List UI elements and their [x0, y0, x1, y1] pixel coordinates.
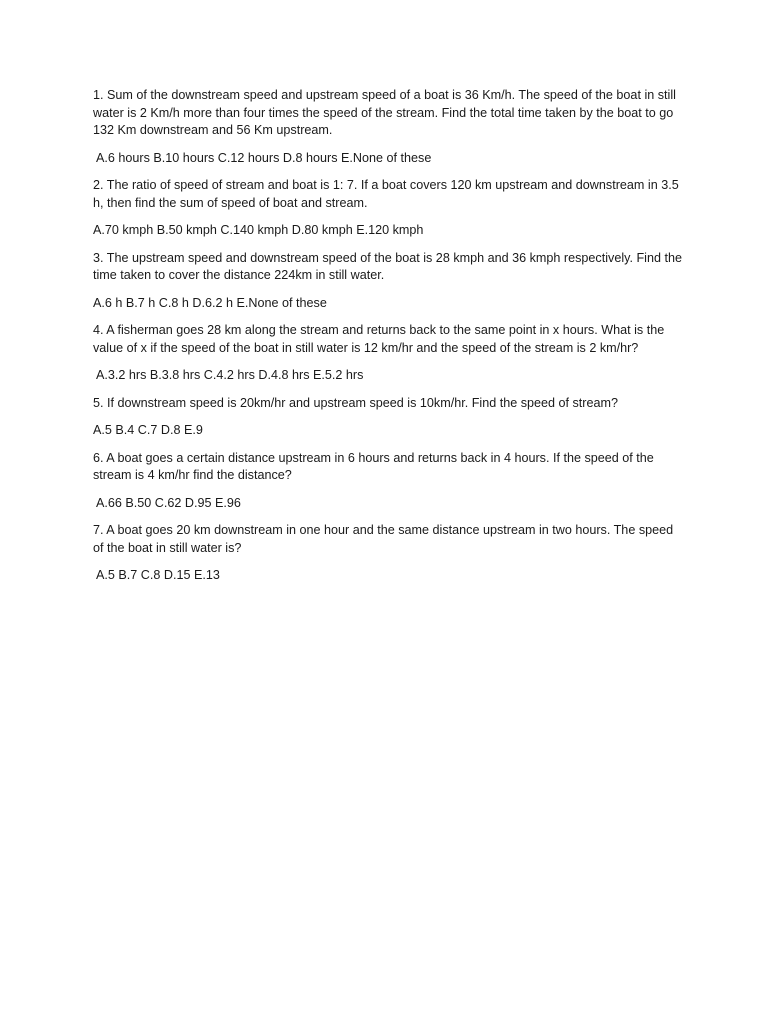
question-4-options: A.3.2 hrs B.3.8 hrs C.4.2 hrs D.4.8 hrs E.5.2 hrs [96, 368, 364, 382]
question-5-text: 5. If downstream speed is 20km/hr and upstream speed is 10km/hr. Find the speed of stream? [93, 395, 619, 410]
question-3-options: A.6 h B.7 h C.8 h D.6.2 h E.None of these [93, 295, 327, 310]
question-1-text: 1. Sum of the downstream speed and upstream speed of a boat is 36 Km/h. The speed of the boat in still water is 2 Km/h more than four times the speed of the stream. Find the total time taken by the boat to go 132 Km downstream and 56 Km upstream. [93, 88, 676, 137]
question-1-options: A.6 hours B.10 hours C.12 hours D.8 hours E.None of these [96, 150, 432, 165]
document-page [93, 87, 683, 595]
question-7-options: A.5 B.7 C.8 D.15 E.13 [96, 568, 220, 582]
question-2-text: 2. The ratio of speed of stream and boat is 1: 7. If a boat covers 120 km upstream and downstream in 3.5 h, then find the sum of speed of boat and stream. [93, 178, 679, 210]
question-7-text: 7. A boat goes 20 km downstream in one hour and the same distance upstream in two hours. The speed of the boat in still water is? [93, 523, 674, 555]
question-5-options: A.5 B.4 C.7 D.8 E.9 [93, 423, 203, 437]
question-2-options: A.70 kmph B.50 kmph C.140 kmph D.80 kmph E.120 kmph [93, 223, 424, 237]
question-6-options: A.66 B.50 C.62 D.95 E.96 [96, 495, 241, 510]
question-6-text: 6. A boat goes a certain distance upstream in 6 hours and returns back in 4 hours. If the speed of the stream is 4 km/hr find the distance? [93, 450, 654, 482]
question-4-text: 4. A fisherman goes 28 km along the stream and returns back to the same point in x hours. What is the value of x if the speed of the boat in still water is 12 km/hr and the speed of the stream is 2 km/hr? [93, 323, 665, 355]
question-3-text: 3. The upstream speed and downstream speed of the boat is 28 kmph and 36 kmph respectively. Find the time taken to cover the distance 224km in still water. [93, 250, 682, 282]
